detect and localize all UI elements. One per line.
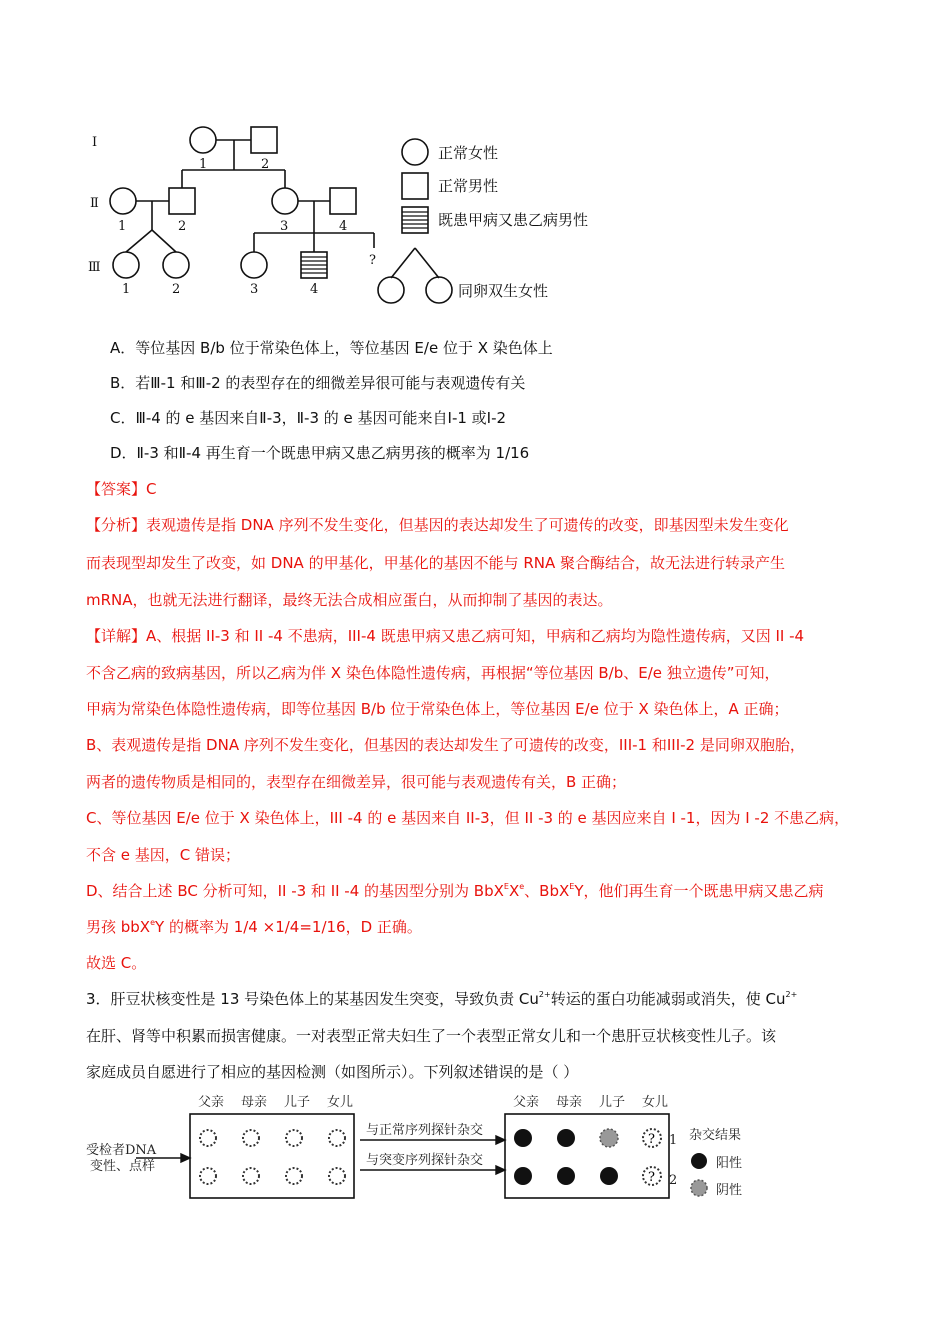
legend-positive-label: 阳性 bbox=[716, 1156, 743, 1171]
unknown-child-mark: ? bbox=[369, 253, 376, 268]
input-label-2: 变性、点样 bbox=[90, 1159, 156, 1174]
gen2-female-3 bbox=[272, 188, 298, 214]
detail-d-line-2: 男孩 bbX$^e$Y 的概率为 1/4 ×1/4=1/16，D 正确。 bbox=[86, 918, 422, 936]
legend-affected-male: 既患甲病又患乙病男性 bbox=[438, 211, 589, 229]
positive-spot bbox=[600, 1167, 618, 1185]
gen1-male-2 bbox=[251, 127, 277, 153]
option-a: A．等位基因 B/b 位于常染色体上，等位基因 E/e 位于 X 染色体上 bbox=[110, 339, 553, 357]
unknown-spot-mark: ? bbox=[648, 1170, 655, 1185]
detail-line: B、表观遗传是指 DNA 序列不发生变化，但基因的表达却发生了可遗传的改变，III-1 和III-2 是同卵双胞胎， bbox=[86, 736, 805, 754]
gen3-label-2: 2 bbox=[172, 282, 181, 297]
gen3-label-1: 1 bbox=[122, 282, 131, 297]
member-daughter: 女儿 bbox=[642, 1095, 669, 1110]
positive-spot bbox=[557, 1129, 575, 1147]
positive-spot bbox=[514, 1167, 532, 1185]
legend-normal-male: 正常男性 bbox=[438, 177, 499, 195]
question3-line-3: 家庭成员自愿进行了相应的基因检测（如图所示）。下列叙述错误的是（ ） bbox=[86, 1063, 579, 1081]
gen3-label-3: 3 bbox=[250, 282, 259, 297]
gen3-female-1 bbox=[113, 252, 139, 278]
pedigree-chart bbox=[80, 118, 640, 318]
gen3-label-4: 4 bbox=[310, 282, 319, 297]
probe-mutant-label: 与突变序列探针杂交 bbox=[366, 1153, 484, 1168]
input-label-1: 受检者DNA bbox=[86, 1143, 157, 1158]
unknown-spot-mark: ? bbox=[648, 1132, 655, 1147]
gen2-label-4: 4 bbox=[339, 219, 348, 234]
gen2-label-1: 1 bbox=[118, 219, 127, 234]
blot-box-after bbox=[505, 1114, 669, 1198]
gen-label-3: Ⅲ bbox=[88, 260, 101, 275]
gen3-female-2 bbox=[163, 252, 189, 278]
dna-hybridization-figure bbox=[86, 1090, 776, 1212]
conclusion: 故选 C。 bbox=[86, 954, 147, 972]
gen2-female-1 bbox=[110, 188, 136, 214]
gen2-label-2: 2 bbox=[178, 219, 187, 234]
detail-line: 两者的遗传物质是相同的，表型存在细微差异，很可能与表观遗传有关，B 正确； bbox=[86, 773, 627, 791]
legend-negative-dot bbox=[691, 1180, 707, 1196]
member-son: 儿子 bbox=[284, 1095, 311, 1110]
option-b: B．若Ⅲ-1 和Ⅲ-2 的表型存在的细微差异很可能与表观遗传有关 bbox=[110, 374, 526, 392]
gen2-label-3: 3 bbox=[280, 219, 289, 234]
gen1-label-2: 2 bbox=[261, 157, 270, 172]
member-son: 儿子 bbox=[599, 1095, 626, 1110]
positive-spot bbox=[514, 1129, 532, 1147]
gen-label-2: Ⅱ bbox=[90, 196, 99, 211]
detail-line: 不含乙病的致病基因，所以乙病为伴 X 染色体隐性遗传病，再根据“等位基因 B/b、E/e 独立遗传”可知， bbox=[86, 664, 780, 682]
row-number-1: 1 bbox=[669, 1133, 678, 1148]
legend-female-shape bbox=[402, 139, 428, 165]
blot-box-before bbox=[190, 1114, 354, 1198]
member-mother: 母亲 bbox=[556, 1095, 583, 1110]
member-mother: 母亲 bbox=[241, 1095, 268, 1110]
gen1-female-1 bbox=[190, 127, 216, 153]
legend-male-shape bbox=[402, 173, 428, 199]
gen1-label-1: 1 bbox=[199, 157, 208, 172]
legend-negative-label: 阴性 bbox=[716, 1183, 743, 1198]
legend-title: 杂交结果 bbox=[689, 1128, 742, 1143]
gen2-male-2 bbox=[169, 188, 195, 214]
gen3-female-3 bbox=[241, 252, 267, 278]
option-d: D．Ⅱ-3 和Ⅱ-4 再生育一个既患甲病又患乙病男孩的概率为 1/16 bbox=[110, 444, 530, 462]
member-father: 父亲 bbox=[198, 1095, 225, 1110]
legend-positive-dot bbox=[691, 1153, 707, 1169]
option-c: C．Ⅲ-4 的 e 基因来自Ⅱ-3，Ⅱ-3 的 e 基因可能来自Ⅰ-1 或Ⅰ-2 bbox=[110, 409, 507, 427]
question3-line-1: 3．肝豆状核变性是 13 号染色体上的某基因发生突变，导致负责 $Cu^{2+}$转运的蛋白功能减弱或消失，使 $Cu^{2+}$ bbox=[86, 990, 798, 1008]
question3-line-2: 在肝、肾等中积累而损害健康。一对表型正常夫妇生了一个表型正常女儿和一个患肝豆状核变性儿子。该 bbox=[86, 1027, 777, 1045]
analysis-line: 【分析】表观遗传是指 DNA 序列不发生变化，但基因的表达却发生了可遗传的改变，即基因型未发生变化 bbox=[86, 516, 789, 534]
gen-label-1: Ⅰ bbox=[92, 135, 98, 150]
legend-twin-right bbox=[426, 277, 452, 303]
legend-identical-twins: 同卵双生女性 bbox=[458, 282, 549, 300]
row-number-2: 2 bbox=[669, 1173, 678, 1188]
detail-line: 不含 e 基因，C 错误； bbox=[86, 846, 241, 864]
member-father: 父亲 bbox=[513, 1095, 540, 1110]
analysis-line: mRNA，也就无法进行翻译，最终无法合成相应蛋白，从而抑制了基因的表达。 bbox=[86, 591, 613, 609]
member-daughter: 女儿 bbox=[327, 1095, 354, 1110]
legend-twin-left bbox=[378, 277, 404, 303]
detail-line: 甲病为常染色体隐性遗传病，即等位基因 B/b 位于常染色体上，等位基因 E/e 位于 X 染色体上，A 正确； bbox=[86, 700, 789, 718]
probe-normal-label: 与正常序列探针杂交 bbox=[366, 1123, 484, 1138]
detail-line: C、等位基因 E/e 位于 X 染色体上，III -4 的 e 基因来自 II-3，但 II -3 的 e 基因应来自 I -1，因为 I -2 不患乙病， bbox=[86, 809, 850, 827]
analysis-line: 而表现型却发生了改变，如 DNA 的甲基化，甲基化的基因不能与 RNA 聚合酶结合，故无法进行转录产生 bbox=[86, 554, 786, 572]
gen2-male-4 bbox=[330, 188, 356, 214]
negative-spot bbox=[600, 1129, 618, 1147]
detail-line: 【详解】A、根据 II-3 和 II -4 不患病，III-4 既患甲病又患乙病可知，甲病和乙病均为隐性遗传病，又因 II -4 bbox=[86, 627, 805, 645]
detail-d-line-1: D、结合上述 BC 分析可知，II -3 和 II -4 的基因型分别为 BbX$^E$Xe、BbX$^E$Y，他们再生育一个既患甲病又患乙病 bbox=[86, 882, 824, 900]
answer: 【答案】C bbox=[86, 480, 157, 498]
legend-normal-female: 正常女性 bbox=[438, 144, 499, 162]
positive-spot bbox=[557, 1167, 575, 1185]
